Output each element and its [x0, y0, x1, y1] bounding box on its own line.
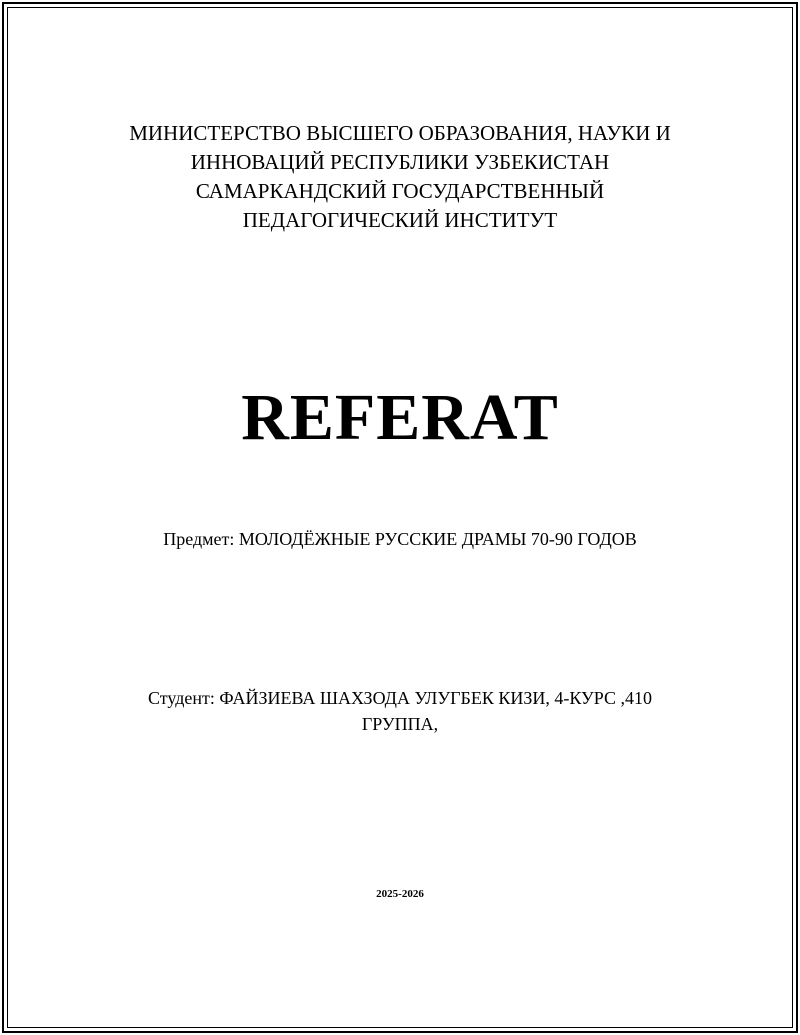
student-line-1: Студент: ФАЙЗИЕВА ШАХЗОДА УЛУГБЕК КИЗИ, 4-КУРС ,410 [147, 688, 653, 708]
document-title: REFERAT [241, 381, 559, 454]
subject-line: Предмет: МОЛОДЁЖНЫЕ РУССКИЕ ДРАМЫ 70-90 ГОДОВ [163, 529, 637, 549]
header-line-4: ПЕДАГОГИЧЕСКИЙ ИНСТИТУТ [242, 208, 558, 232]
institution-header [0, 119, 800, 235]
header-line-3: САМАРКАНДСКИЙ ГОСУДАРСТВЕННЫЙ [195, 179, 605, 203]
header-line-2: ИННОВАЦИЙ РЕСПУБЛИКИ УЗБЕКИСТАН [190, 150, 610, 174]
student-info [0, 685, 800, 737]
student-line-2: ГРУППА, [361, 714, 439, 734]
header-line-1: МИНИСТЕРСТВО ВЫСШЕГО ОБРАЗОВАНИЯ, НАУКИ И [129, 121, 671, 145]
academic-year: 2025-2026 [376, 888, 424, 900]
